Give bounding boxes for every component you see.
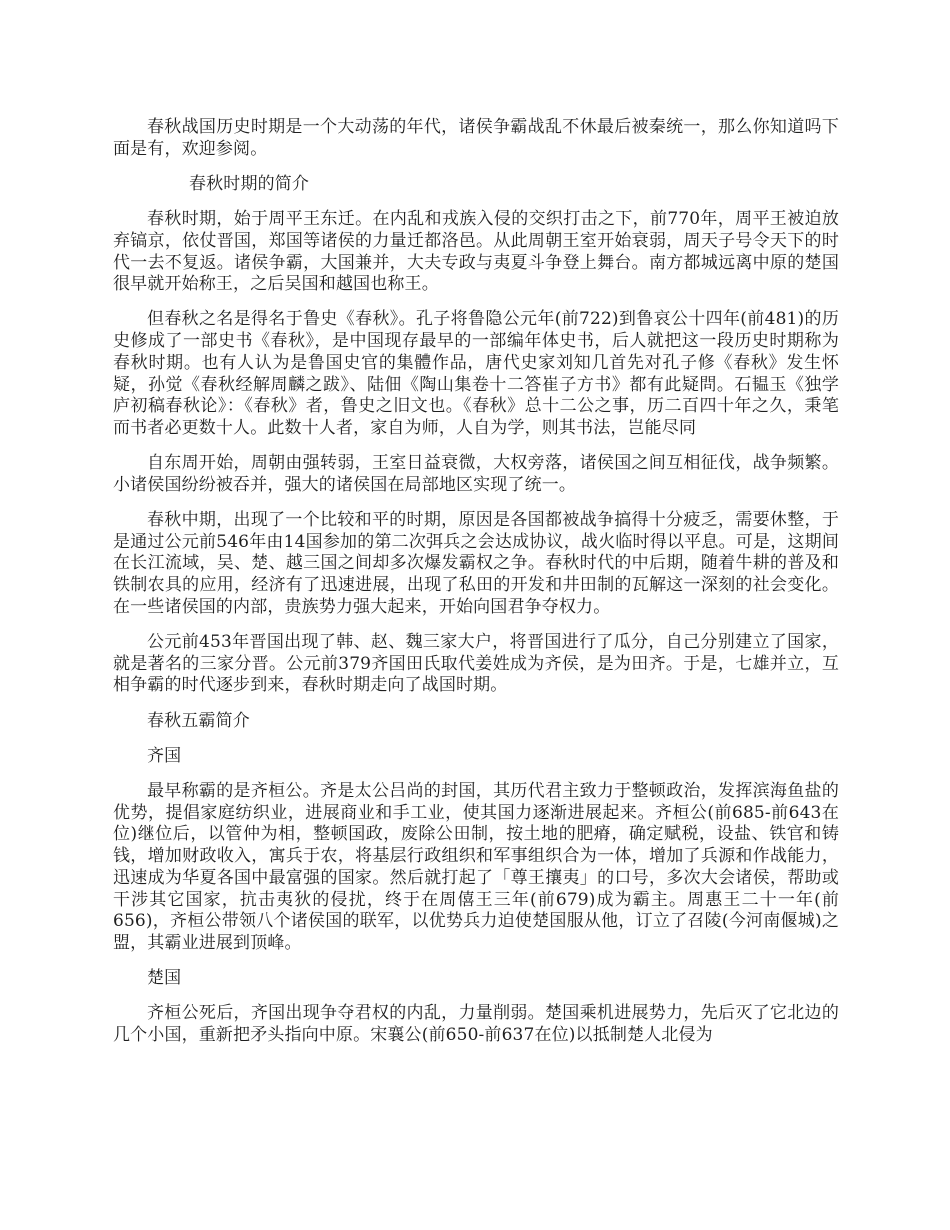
intro-paragraph: 春秋战国历史时期是一个大动荡的年代，诸侯争霸战乱不休最后被秦统一，那么你知道吗下面是有，欢迎参阅。 <box>113 117 839 159</box>
body-paragraph: 公元前453年晋国出现了韩、赵、魏三家大户，将晋国进行了瓜分，自己分别建立了国家，就是著名的三家分晋。公元前379齐国田氏取代姜姓成为齐侯，是为田齐。于是，七雄并立，互相争霸的时代逐步到来，春秋时期走向了战国时期。 <box>113 632 839 696</box>
body-paragraph: 春秋中期，出现了一个比较和平的时期，原因是各国都被战争搞得十分疲乏，需要休整，于是通过公元前546年由14国参加的第二次弭兵之会达成协议，战火临时得以平息。可是，这期间在长江流域，吴、楚、越三国之间却多次爆发霸权之争。春秋时代的中后期，随着牛耕的普及和铁制农具的应用，经济有了迅速进展，出现了私田的开发和井田制的瓦解这一深刻的社会变化。在一些诸侯国的内部，贵族势力强大起来，开始向国君争夺权力。 <box>113 510 839 617</box>
body-paragraph: 齐桓公死后，齐国出现争夺君权的内乱，力量削弱。楚国乘机进展势力，先后灭了它北边的几个小国，重新把矛头指向中原。宋襄公(前650-前637在位)以抵制楚人北侵为 <box>113 1003 839 1046</box>
body-paragraph: 但春秋之名是得名于鲁史《春秋》。孔子将鲁隐公元年(前722)到鲁哀公十四年(前481)的历史修成了一部史书《春秋》，是中国现存最早的一部编年体史书，后人就把这一段历史时期称为春秋时期。也有人认为是鲁国史官的集體作品，唐代史家刘知几首先对孔子修《春秋》发生怀疑，孙觉《春秋经解周麟之跋》、陆佃《陶山集卷十二答崔子方书》都有此疑問。石韫玉《独学庐初稿春秋论》：《春秋》者，鲁史之旧文也。《春秋》总十二公之事，历二百四十年之久，秉笔而书者必更数十人。此数十人者，家自为师，人自为学，则其书法，岂能尽同 <box>113 309 839 438</box>
section-heading-five-hegemons: 春秋五霸简介 <box>147 710 250 731</box>
body-paragraph: 自东周开始，周朝由强转弱，王室日益衰微，大权旁落，诸侯国之间互相征伐，战争频繁。小诸侯国纷纷被吞并，强大的诸侯国在局部地区实现了统一。 <box>113 453 839 495</box>
body-paragraph: 最早称霸的是齐桓公。齐是太公吕尚的封国，其历代君主致力于整顿政治，发挥滨海鱼盐的优势，提倡家庭纺织业，进展商业和手工业，使其国力逐渐进展起来。齐桓公(前685-前643在位)继位后，以管仲为相，整顿国政，废除公田制，按土地的肥瘠，确定赋税，设盐、铁官和铸钱，增加财政收入，寓兵于农，将基层行政组织和军事组织合为一体，增加了兵源和作战能力，迅速成为华夏各国中最富强的国家。然后就打起了「尊王攘夷」的口号，多次大会诸侯，帮助或干涉其它国家，抗击夷狄的侵扰，终于在周僖王三年(前679)成为霸主。周惠王二十一年(前656)，齐桓公带领八个诸侯国的联军，以优势兵力迫使楚国服从他，订立了召陵(今河南偃城)之盟，其霸业进展到顶峰。 <box>113 781 839 953</box>
body-paragraph: 春秋时期，始于周平王东迁。在内乱和戎族入侵的交织打击之下，前770年，周平王被迫放弃镐京，依仗晋国，郑国等诸侯的力量迁都洛邑。从此周朝王室开始衰弱，周天子号令天下的时代一去不复返。诸侯争霸，大国兼并，大夫专政与夷夏斗争登上舞台。南方都城远离中原的楚国很早就开始称王，之后吴国和越国也称王。 <box>113 209 839 295</box>
section-heading-spring-autumn-intro: 春秋时期的简介 <box>189 173 310 194</box>
subheading-chu: 楚国 <box>147 968 182 989</box>
subheading-qi: 齐国 <box>147 745 182 766</box>
document-page <box>113 117 839 1060</box>
